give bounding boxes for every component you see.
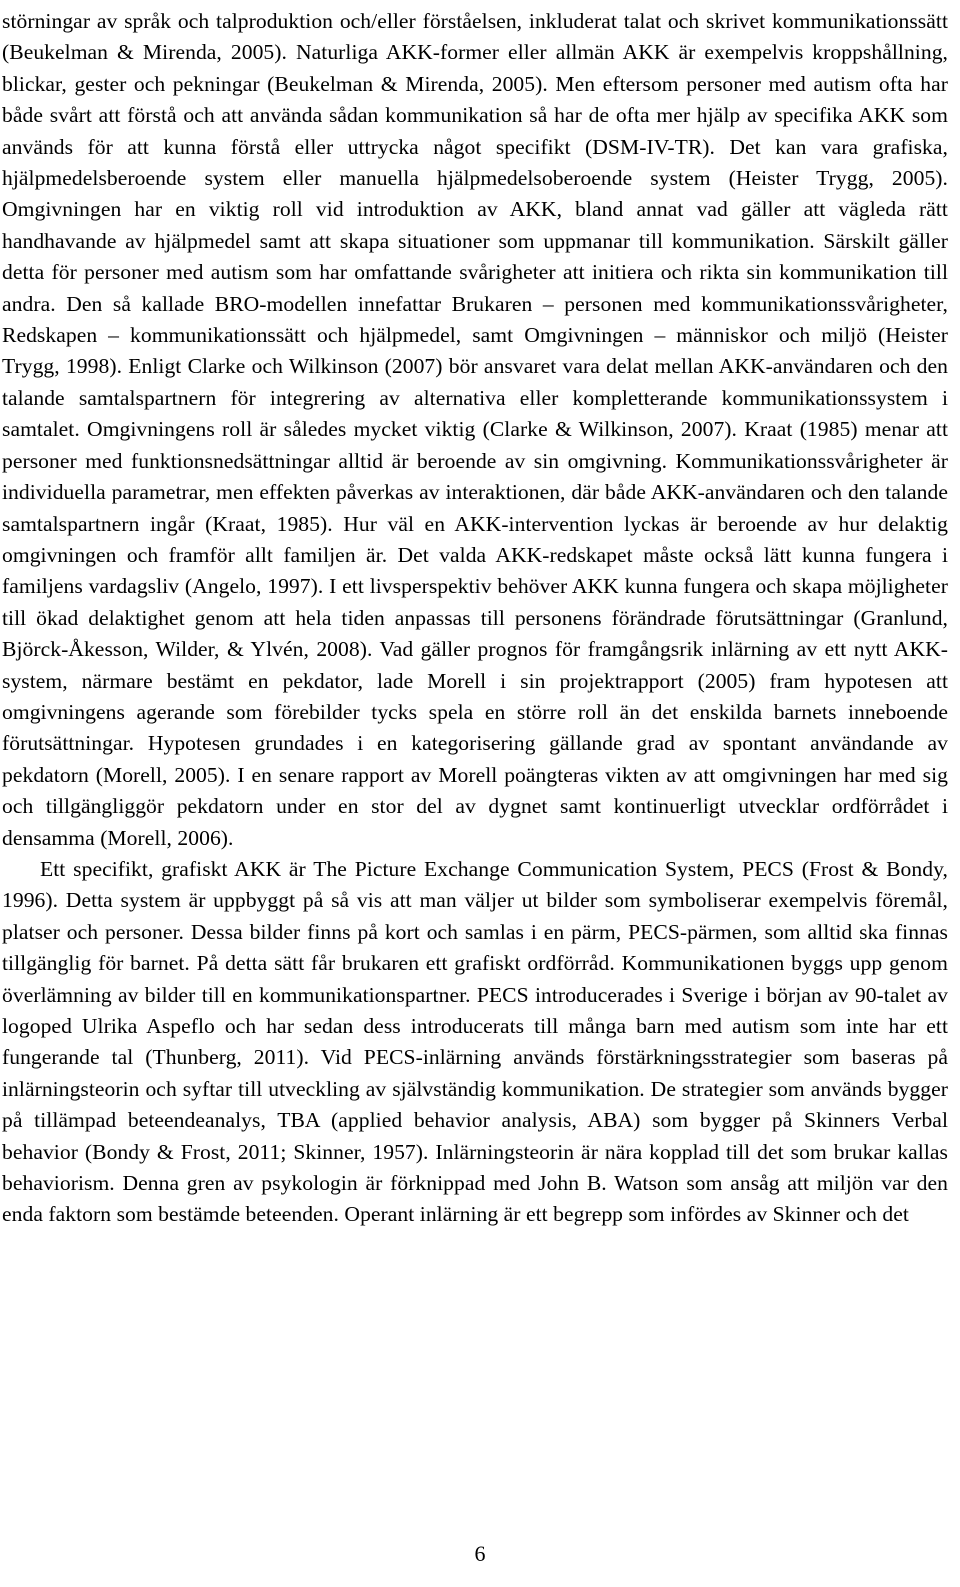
paragraph-pecs: Ett specifikt, grafiskt AKK är The Picture Exchange Communication System, PECS (Frost & Bondy, 1996). Detta system är uppbyggt på så vis att man väljer ut bilder som symboliserar exempelvis föremål, platser och personer. Dessa bilder finns på kort och samlas i en pärm, PECS-pärmen, som alltid ska finnas tillgänglig för barnet. På detta sätt får brukaren ett grafiskt ordförråd. Kommunikationen byggs upp genom överlämning av bilder till en kommunikationspartner. PECS introducerades i Sverige i början av 90-talet av logoped Ulrika Aspeflo och har sedan dess introducerats till många barn med autism som inte har ett fungerande tal (Thunberg, 2011). Vid PECS-inlärning används förstärkningsstrategier som baseras på inlärningsteorin och syftar till utveckling av självständig kommunikation. De strategier som används bygger på tillämpad beteendeanalys, TBA (applied behavior analysis, ABA) som bygger på Skinners Verbal behavior (Bondy & Frost, 2011; Skinner, 1957). Inlärningsteorin är nära kopplad till det som brukar kallas behaviorism. Denna gren av psykologin är förknippad med John B. Watson som ansåg att miljön var den enda faktorn som bestämde beteenden. Operant inlärning är ett begrepp som infördes av Skinner och det	[2, 856, 948, 1227]
body-text	[2, 6, 948, 1231]
page-number: 6	[474, 1541, 486, 1566]
paragraph-akk-environment: störningar av språk och talproduktion och/eller förståelsen, inkluderat talat och skrivet kommunikationssätt (Beukelman & Mirenda, 2005). Naturliga AKK-former eller allmän AKK är exempelvis kroppshållning, blickar, gester och pekningar (Beukelman & Mirenda, 2005). Men eftersom personer med autism ofta har både svårt att förstå och att använda sådan kommunikation så har de ofta mer hjälp av specifika AKK som används för att kunna förstå eller uttrycka något specifikt (DSM-IV-TR). Det kan vara grafiska, hjälpmedelsberoende system eller manuella hjälpmedelsoberoende system (Heister Trygg, 2005). Omgivningen har en viktig roll vid introduktion av AKK, bland annat vad gäller att vägleda rätt handhavande av hjälpmedel samt att skapa situationer som uppmanar till kommunikation. Särskilt gäller detta för personer med autism som har omfattande svårigheter att initiera och rikta sin kommunikation till andra. Den så kallade BRO-modellen innefattar Brukaren – personen med kommunikationssvårigheter, Redskapen – kommunikationssätt och hjälpmedel, samt Omgivningen – människor och miljö (Heister Trygg, 1998). Enligt Clarke och Wilkinson (2007) bör ansvaret vara delat mellan AKK-användaren och den talande samtalspartnern för integrering av alternativa eller kompletterande kommunikationssystem i samtalet. Omgivningens roll är således mycket viktig (Clarke & Wilkinson, 2007). Kraat (1985) menar att personer med funktionsnedsättningar alltid är beroende av sin omgivning. Kommunikationssvårigheter är individuella parametrar, men effekten påverkas av interaktionen, där både AKK-användaren och den talande samtalspartnern ingår (Kraat, 1985). Hur väl en AKK-intervention lyckas är beroende av hur delaktig omgivningen och framför allt familjen är. Det valda AKK-redskapet måste också lätt kunna fungera i familjens vardagsliv (Angelo, 1997). I ett livsperspektiv behöver AKK kunna fungera och skapa möjligheter till ökad delaktighet genom att hela tiden anpassas till personens förändrade förutsättningar (Granlund, Björck-Åkesson, Wilder, & Ylvén, 2008). Vad gäller prognos för framgångsrik inlärning av ett nytt AKK-system, närmare bestämt en pekdator, lade Morell i sin projektrapport (2005) fram hypotesen att omgivningens agerande som förebilder tycks spela en större roll än det enskilda barnets inneboende förutsättningar. Hypotesen grundades i en kategorisering gällande grad av spontant användande av pekdatorn (Morell, 2005). I en senare rapport av Morell poängteras vikten av att omgivningen har med sig och tillgängliggör pekdatorn under en stor del av dygnet samt kontinuerligt utvecklar ordförrådet i densamma (Morell, 2006).	[2, 9, 948, 850]
